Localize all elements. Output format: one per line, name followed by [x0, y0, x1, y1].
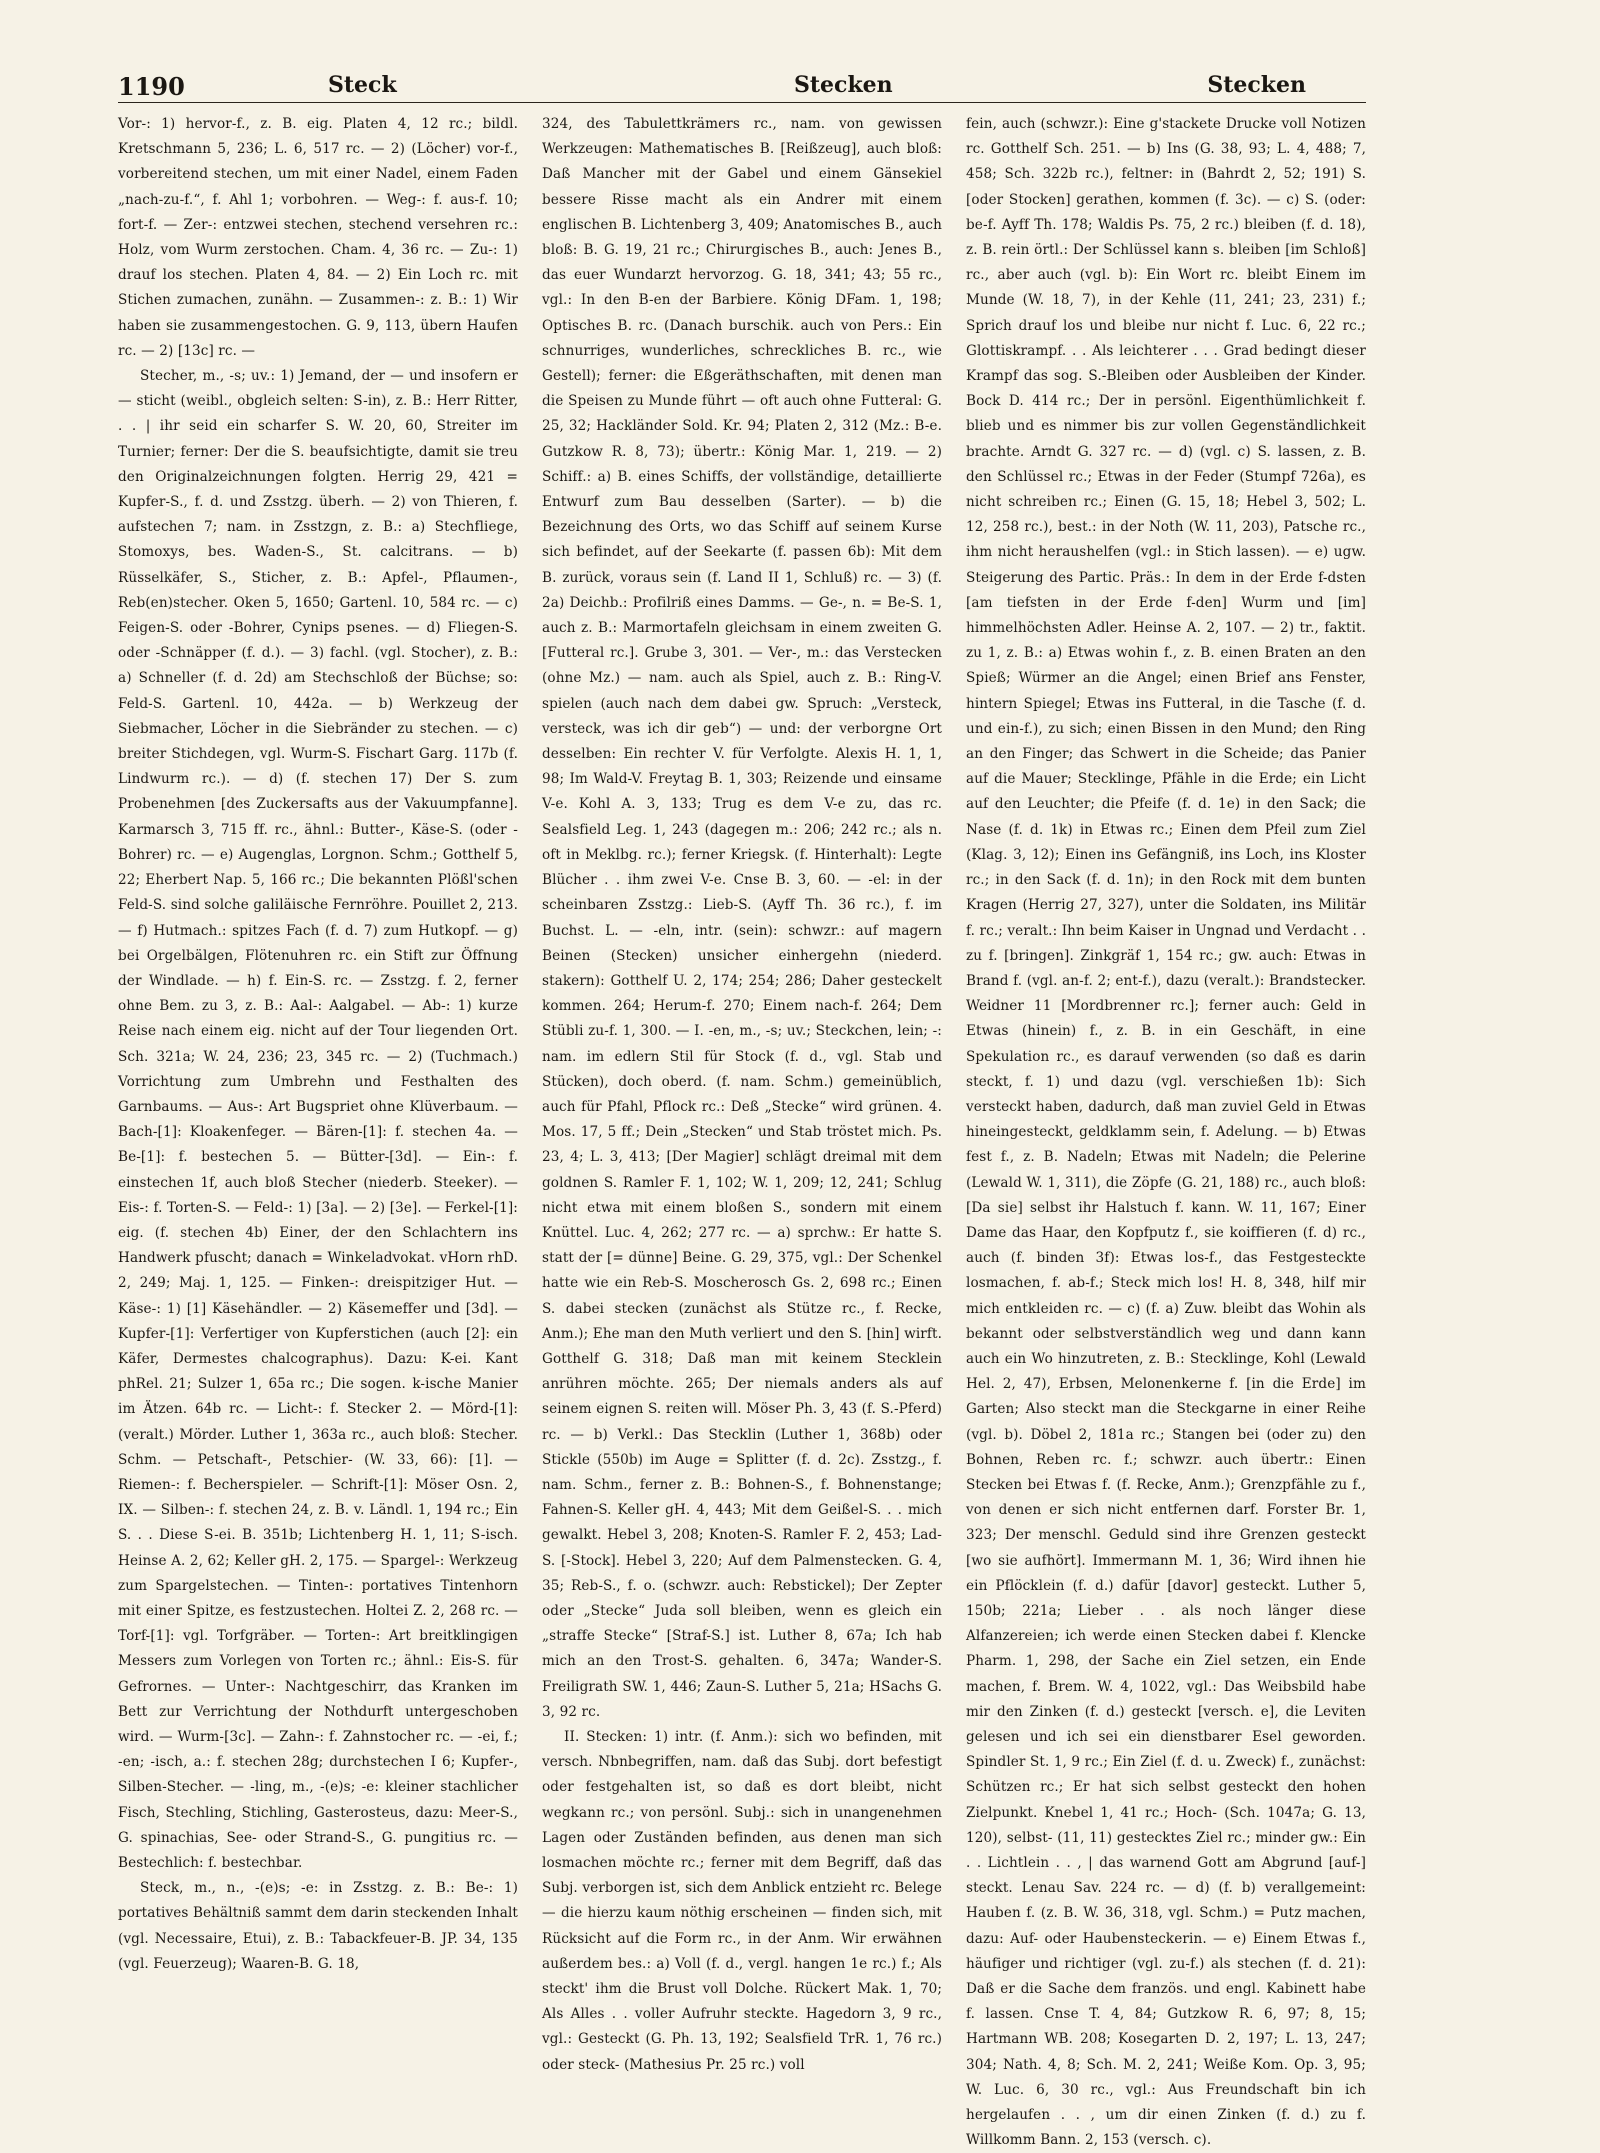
center-running-head: Stecken: [794, 72, 893, 98]
left-running-head: Steck: [328, 72, 397, 98]
paragraph: II. Stecken: 1) intr. (f. Anm.): sich wo befinden, mit versch. Nbnbegriffen, nam. daß das Subj. dort befestigt oder festgehalten ist, so daß es dort bleibt, nicht wegkann rc.; von persönl. Subj.: sich in unangenehmen Lagen oder Zuständen befinden, aus denen man sich losmachen möchte rc.; ferner mit dem Begriff, daß das Subj. verborgen ist, sich dem Anblick entzieht rc. Belege — die hierzu kaum nöthig erscheinen — finden sich, mit Rücksicht auf die Form rc., in der Anm. Wir erwähnen außerdem bes.: a) Voll (f. d., vergl. hangen 1e rc.) f.; Als steckt' ihm die Brust voll Dolche. Rückert Mak. 1, 70; Als Alles . . voller Aufruhr steckte. Hagedorn 3, 9 rc., vgl.: Gesteckt (G. Ph. 13, 192; Sealsfield TrR. 1, 76 rc.) oder steck- (Mathesius Pr. 25 rc.) voll: [542, 1729, 942, 2073]
column-left: [118, 112, 518, 1992]
page-number: 1190: [118, 72, 185, 101]
right-running-head: Stecken: [1207, 72, 1306, 98]
column-middle: [542, 112, 942, 2073]
column-right: [966, 112, 1366, 2149]
text-columns: [118, 112, 1366, 2149]
paragraph: Vor-: 1) hervor-f., z. B. eig. Platen 4, 12 rc.; bildl. Kretschmann 5, 236; L. 6, 517 rc. — 2) (Löcher) vor-f., vorbereitend stechen, um mit einer Nadel, einem Faden „nach-zu-f.“, f. Ahl 1; vorbohren. — Weg-: f. aus-f. 10; fort-f. — Zer-: entzwei stechen, stechend versehren rc.: Holz, vom Wurm zerstochen. Cham. 4, 36 rc. — Zu-: 1) drauf los stechen. Platen 4, 84. — 2) Ein Loch rc. mit Stichen zumachen, zunähn. — Zusammen-: z. B.: 1) Wir haben sie zusammengestochen. G. 9, 113, übern Haufen rc. — 2) [13c] rc. —: [118, 116, 518, 359]
paragraph: fein, auch (schwzr.): Eine g'stackete Drucke voll Notizen rc. Gotthelf Sch. 251. — b) Ins (G. 38, 93; L. 4, 488; 7, 458; Sch. 322b rc.), feltner: in (Bahrdt 2, 52; 191) S. [oder Stocken] gerathen, kommen (f. 3c). — c) S. (oder: be-f. Ayff Th. 178; Waldis Ps. 75, 2 rc.) bleiben (f. d. 18), z. B. rein örtl.: Der Schlüssel kann s. bleiben [im Schloß] rc., aber auch (vgl. b): Ein Wort rc. bleibt Einem im Munde (W. 18, 7), in der Kehle (11, 241; 23, 231) f.; Sprich drauf los und bleibe nur nicht f. Luc. 6, 22 rc.; Glottiskrampf. . . Als leichterer . . . Grad bedingt dieser Krampf das sog. S.-Bleiben oder Ausbleiben der Kinder. Bock D. 414 rc.; Der in persönl. Eigenthümlichkeit f. blieb und es nimmer bis zur vollen Gegenständlichkeit brachte. Arndt G. 327 rc. — d) (vgl. c) S. lassen, z. B. den Schlüssel rc.; Etwas in der Feder (Stumpf 726a), es nicht schreiben rc.; Einen (G. 15, 18; Hebel 3, 502; L. 12, 258 rc.), best.: in der Noth (W. 11, 203), Patsche rc., ihm nicht heraushelfen (vgl.: in Stich lassen). — e) ugw. Steigerung des Partic. Präs.: In dem in der Erde f-dsten [am tiefsten in der Erde f-den] Wurm und [im] himmelhöchsten Adler. Heinse A. 2, 107. — 2) tr., faktit. zu 1, z. B.: a) Etwas wohin f., z. B. einen Braten an den Spieß; Würmer an die Angel; einen Brief ans Fenster, hintern Spiegel; Etwas ins Futteral, in die Tasche (f. d. und ein-f.), zu sich; einen Bissen in den Mund; den Ring an den Finger; das Schwert in die Scheide; das Panier auf die Mauer; Stecklinge, Pfähle in die Erde; ein Licht auf den Leuchter; die Pfeife (f. d. 1e) in den Sack; die Nase (f. d. 1k) in Etwas rc.; Einen dem Pfeil zum Ziel (Klag. 3, 12); Einen ins Gefängniß, ins Loch, ins Kloster rc.; in den Sack (f. d. 1n); in den Rock mit dem bunten Kragen (Herrig 27, 327), unter die Soldaten, ins Militär f. rc.; veralt.: Ihn beim Kaiser in Ungnad und Verdacht . . zu f. [bringen]. Zinkgräf 1, 154 rc.; gw. auch: Etwas in Brand f. (vgl. an-f. 2; ent-f.), dazu (veralt.): Brandstecker. Weidner 11 [Mordbrenner rc.]; ferner auch: Geld in Etwas (hinein) f., z. B. in ein Geschäft, in eine Spekulation rc., es darauf verwenden (so daß es darin steckt, f. 1) und dazu (vgl. verschießen 1b): Sich versteckt haben, dadurch, daß man zuviel Geld in Etwas hineingesteckt, geldklamm sein, f. Adelung. — b) Etwas fest f., z. B. Nadeln; Etwas mit Nadeln; die Pelerine (Lewald W. 1, 311), die Zöpfe (G. 21, 188) rc., auch bloß: [Da sie] selbst ihr Halstuch f. kann. W. 11, 167; Einer Dame das Haar, den Kopfputz f., sie koiffieren (f. d) rc., auch (f. binden 3f): Etwas los-f., das Festgesteckte losmachen, f. ab-f.; Steck mich los! H. 8, 348, hilf mir mich entkleiden rc. — c) (f. a) Zuw. bleibt das Wohin als bekannt oder selbstverständlich weg und dann kann auch ein Wo hinzutreten, z. B.: Stecklinge, Kohl (Lewald Hel. 2, 47), Erbsen, Melonenkerne f. [in die Erde] im Garten; Also steckt man die Steckgarne in einer Reihe (vgl. b). Döbel 2, 181a rc.; Stangen bei (oder zu) den Bohnen, Reben rc. f.; schwzr. auch übertr.: Einen Stecken bei Etwas f. (f. Recke, Anm.); Grenzpfähle zu f., von denen er sich nicht entfernen darf. Forster Br. 1, 323; Der menschl. Geduld sind ihre Grenzen gesteckt [wo sie aufhört]. Immermann M. 1, 36; Wird ihnen hie ein Pflöcklein (f. d.) dafür [davor] gesteckt. Luther 5, 150b; 221a; Lieber . . als noch länger diese Alfanzereien; ich werde einen Stecken dabei f. Klencke Pharm. 1, 298, der Sache ein Ziel setzen, ein Ende machen, f. Brem. W. 4, 1022, vgl.: Das Weibsbild habe mir den Zinken (f. d.) gesteckt [versch. e], die Leviten gelesen und ich sei ein dienstbarer Esel geworden. Spindler St. 1, 9 rc.; Ein Ziel (f. d. u. Zweck) f., zunächst: Schützen rc.; Er hat sich selbst gesteckt den hohen Zielpunkt. Knebel 1, 41 rc.; Hoch- (Sch. 1047a; G. 13, 120), selbst- (11, 11) gestecktes Ziel rc.; minder gw.: Ein . . Lichtlein . . , | das warnend Gott am Abgrund [auf-] steckt. Lenau Sav. 224 rc. — d) (f. b) verallgemeint: Hauben f. (z. B. W. 36, 318, vgl. Schm.) = Putz machen, dazu: Auf- oder Haubensteckerin. — e) Einem Etwas f., häufiger und richtiger (vgl. zu-f.) als stechen (f. d. 21): Daß er die Sache dem französ. und engl. Kabinett habe f. lassen. Cnse T. 4, 84; Gutzkow R. 6, 97; 8, 15; Hartmann WB. 208; Kosegarten D. 2, 197; L. 13, 247; 304; Nath. 4, 8; Sch. M. 2, 241; Weiße Kom. Op. 3, 95; W. Luc. 6, 30 rc., vgl.: Aus Freundschaft bin ich hergelaufen . . , um dir einen Zinken (f. d.) zu f. Willkomm Bann. 2, 153 (versch. c).: [966, 116, 1366, 2149]
paragraph: Stecher, m., -s; uv.: 1) Jemand, der — und insofern er — sticht (weibl., obgleich selten: S-in), z. B.: Herr Ritter, . . | ihr seid ein scharfer S. W. 20, 60, Streiter im Turnier; ferner: Der die S. beaufsichtigte, damit sie treu den Originalzeichnungen folgten. Herrig 29, 421 = Kupfer-S., f. d. und Zsstzg. überh. — 2) von Thieren, f. aufstechen 7; nam. in Zsstzgn, z. B.: a) Stechfliege, Stomoxys, bes. Waden-S., St. calcitrans. — b) Rüsselkäfer, S., Sticher, z. B.: Apfel-, Pflaumen-, Reb(en)stecher. Oken 5, 1650; Gartenl. 10, 584 rc. — c) Feigen-S. oder -Bohrer, Cynips psenes. — d) Fliegen-S. oder -Schnäpper (f. d.). — 3) fachl. (vgl. Stocher), z. B.: a) Schneller (f. d. 2d) am Stechschloß der Büchse; so: Feld-S. Gartenl. 10, 442a. — b) Werkzeug der Siebmacher, Löcher in die Siebränder zu stechen. — c) breiter Stichdegen, vgl. Wurm-S. Fischart Garg. 117b (f. Lindwurm rc.). — d) (f. stechen 17) Der S. zum Probenehmen [des Zuckersafts aus der Vakuumpfanne]. Karmarsch 3, 715 ff. rc., ähnl.: Butter-, Käse-S. (oder -Bohrer) rc. — e) Augenglas, Lorgnon. Schm.; Gotthelf 5, 22; Eherbert Nap. 5, 166 rc.; Die bekannten Plößl'schen Feld-S. sind solche galiläische Fernröhre. Pouillet 2, 213. — f) Hutmach.: spitzes Fach (f. d. 7) zum Hutkopf. — g) bei Orgelbälgen, Flötenuhren rc. ein Stift zur Öffnung der Windlade. — h) f. Ein-S. rc. — Zsstzg. f. 2, ferner ohne Bem. zu 3, z. B.: Aal-: Aalgabel. — Ab-: 1) kurze Reise nach einem eig. nicht auf der Tour liegenden Ort. Sch. 321a; W. 24, 236; 23, 345 rc. — 2) (Tuchmach.) Vorrichtung zum Umbrehn und Festhalten des Garnbaums. — Aus-: Art Bugspriet ohne Klüverbaum. — Bach-[1]: Kloakenfeger. — Bären-[1]: f. stechen 4a. — Be-[1]: f. bestechen 5. — Bütter-[3d]. — Ein-: f. einstechen 1f, auch bloß Stecher (niederb. Steeker). — Eis-: f. Torten-S. — Feld-: 1) [3a]. — 2) [3e]. — Ferkel-[1]: eig. (f. stechen 4b) Einer, der den Schlachtern ins Handwerk pfuscht; danach = Winkeladvokat. vHorn rhD. 2, 249; Maj. 1, 125. — Finken-: dreispitziger Hut. — Käse-: 1) [1] Käsehändler. — 2) Käsemeffer und [3d]. — Kupfer-[1]: Verfertiger von Kupferstichen (auch [2]: ein Käfer, Dermestes chalcographus). Dazu: K-ei. Kant phRel. 21; Sulzer 1, 65a rc.; Die sogen. k-ische Manier im Ätzen. 64b rc. — Licht-: f. Stecker 2. — Mörd-[1]: (veralt.) Mörder. Luther 1, 363a rc., auch bloß: Stecher. Schm. — Petschaft-, Petschier- (W. 33, 66): [1]. — Riemen-: f. Becherspieler. — Schrift-[1]: Möser Osn. 2, IX. — Silben-: f. stechen 24, z. B. v. Ländl. 1, 194 rc.; Ein S. . . Diese S-ei. B. 351b; Lichtenberg H. 1, 11; S-isch. Heinse A. 2, 62; Keller gH. 2, 175. — Spargel-: Werkzeug zum Spargelstechen. — Tinten-: portatives Tintenhorn mit einer Spitze, es festzustechen. Holtei Z. 2, 268 rc. — Torf-[1]: vgl. Torfgräber. — Torten-: Art breitklingigen Messers zum Vorlegen von Torten rc.; ähnl.: Eis-S. für Gefrornes. — Unter-: Nachtgeschirr, das Kranken im Bett zur Verrichtung der Nothdurft untergeschoben wird. — Wurm-[3c]. — Zahn-: f. Zahnstocher rc. — -ei, f.; -en; -isch, a.: f. stechen 28g; durchstechen I 6; Kupfer-, Silben-Stecher. — -ling, m., -(e)s; -e: kleiner stachlicher Fisch, Stechling, Stichling, Gasterosteus, dazu: Meer-S., G. spinachias, See- oder Strand-S., G. pungitius rc. — Bestechlich: f. bestechbar.: [118, 368, 518, 1872]
paragraph: 324, des Tabulettkrämers rc., nam. von gewissen Werkzeugen: Mathematisches B. [Reißzeug], auch bloß: Daß Mancher mit der Gabel und einem Gänsekiel bessere Risse macht als ein Andrer mit einem englischen B. Lichtenberg 3, 409; Anatomisches B., auch bloß: B. G. 19, 21 rc.; Chirurgisches B., auch: Jenes B., das euer Wundarzt hervorzog. G. 18, 341; 43; 55 rc., vgl.: In den B-en der Barbiere. König DFam. 1, 198; Optisches B. rc. (Danach burschik. auch von Pers.: Ein schnurriges, wunderliches, schreckliches B. rc., wie Gestell); ferner: die Eßgeräthschaften, mit denen man die Speisen zu Munde führt — oft auch ohne Futteral: G. 25, 32; Hackländer Sold. Kr. 94; Platen 2, 312 (Mz.: B-e. Gutzkow R. 8, 73); übertr.: König Mar. 1, 219. — 2) Schiff.: a) B. eines Schiffs, der vollständige, detaillierte Entwurf zum Bau desselben (Sarter). — b) die Bezeichnung des Orts, wo das Schiff auf seinem Kurse sich befindet, auf der Seekarte (f. passen 6b): Mit dem B. zurück, voraus sein (f. Land II 1, Schluß) rc. — 3) (f. 2a) Deichb.: Profilriß eines Damms. — Ge-, n. = Be-S. 1, auch z. B.: Marmortafeln gleichsam in einem zweiten G. [Futteral rc.]. Grube 3, 301. — Ver-, m.: das Verstecken (ohne Mz.) — nam. auch als Spiel, auch z. B.: Ring-V. spielen (auch nach dem dabei gw. Spruch: „Versteck, versteck, was ich dir geb“) — und: der verborgne Ort desselben: Ein rechter V. für Verfolgte. Alexis H. 1, 1, 98; Im Wald-V. Freytag B. 1, 303; Reizende und einsame V-e. Kohl A. 3, 133; Trug es dem V-e zu, das rc. Sealsfield Leg. 1, 243 (dagegen m.: 206; 242 rc.; als n. oft in Meklbg. rc.); ferner Kriegsk. (f. Hinterhalt): Legte Blücher . . ihm zwei V-e. Cnse B. 3, 60. — -el: in der scheinbaren Zsstzg.: Lieb-S. (Ayff Th. 36 rc.), f. im Buchst. L. — -eln, intr. (sein): schwzr.: auf magern Beinen (Stecken) unsicher einhergehn (niederd. stakern): Gotthelf U. 2, 174; 254; 286; Daher gesteckelt kommen. 264; Herum-f. 270; Einem nach-f. 264; Dem Stübli zu-f. 1, 300. — I. -en, m., -s; uv.; Steckchen, lein; -: nam. im edlern Stil für Stock (f. d., vgl. Stab und Stücken), doch oberd. (f. nam. Schm.) gemeinüblich, auch für Pfahl, Pflock rc.: Deß „Stecke“ wird grünen. 4. Mos. 17, 5 ff.; Dein „Stecken“ und Stab tröstet mich. Ps. 23, 4; L. 3, 413; [Der Magier] schlägt dreimal mit dem goldnen S. Ramler F. 1, 102; W. 1, 209; 12, 241; Schlug nicht etwa mit einem bloßen S., sondern mit einem Knüttel. Luc. 4, 262; 277 rc. — a) sprchw.: Er hatte S. statt der [= dünne] Beine. G. 29, 375, vgl.: Der Schenkel hatte wie ein Reb-S. Moscherosch Gs. 2, 698 rc.; Einen S. dabei stecken (zunächst als Stütze rc., f. Recke, Anm.); Ehe man den Muth verliert und den S. [hin] wirft. Gotthelf G. 318; Daß man mit keinem Stecklein anrühren möchte. 265; Der niemals anders als auf seinem eignen S. reiten will. Möser Ph. 3, 43 (f. S.-Pferd) rc. — b) Verkl.: Das Stecklin (Luther 1, 368b) oder Stickle (550b) im Auge = Splitter (f. d. 2c). Zsstzg., f. nam. Schm., ferner z. B.: Bohnen-S., f. Bohnenstange; Fahnen-S. Keller gH. 4, 443; Mit dem Geißel-S. . . mich gewalkt. Hebel 3, 208; Knoten-S. Ramler F. 2, 453; Lad-S. [-Stock]. Hebel 3, 220; Auf dem Palmenstecken. G. 4, 35; Reb-S., f. o. (schwzr. auch: Rebstickel); Der Zepter oder „Stecke“ Juda soll bleiben, wenn es gleich ein „straffe Stecke“ [Straf-S.] ist. Luther 8, 67a; Ich hab mich an den Trost-S. gehalten. 6, 347a; Wander-S. Freiligrath SW. 1, 446; Zaun-S. Luther 5, 21a; HSachs G. 3, 92 rc.: [542, 116, 942, 1720]
paragraph: Steck, m., n., -(e)s; -e: in Zsstzg. z. B.: Be-: 1) portatives Behältniß sammt dem darin steckenden Inhalt (vgl. Necessaire, Etui), z. B.: Tabackfeuer-B. JP. 34, 135 (vgl. Feuerzeug); Waaren-B. G. 18,: [118, 1880, 518, 1972]
page-header: [118, 68, 1366, 103]
